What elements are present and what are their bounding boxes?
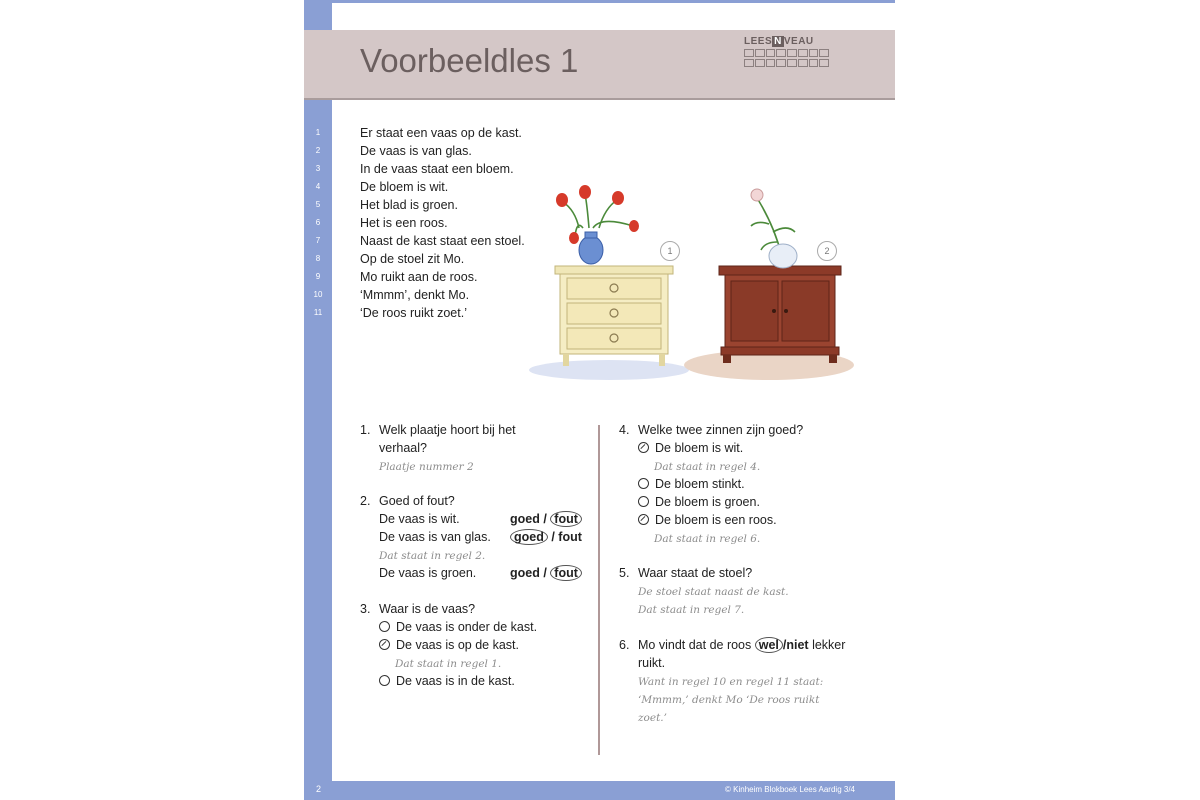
line-numbers [304, 124, 332, 322]
question-4: 4. Welke twee zinnen zijn goed? De bloem is wit. Dat staat in regel 4. De bloem stinkt. De bloem is groen. De bloem is een roos. Dat staat in regel 6. [619, 423, 804, 545]
sidebar-strip [304, 0, 332, 800]
handwritten-answer: Dat staat in regel 1. [395, 658, 502, 670]
choice-wel[interactable]: wel [755, 637, 783, 653]
story-line: Het is een roos. [360, 216, 448, 230]
question-2: 2. Goed of fout? De vaas is wit. goed / fout De vaas is van glas. goed / fout Dat staat in regel 2. De vaas is groen. goed / fout [360, 494, 582, 580]
column-divider [598, 425, 600, 755]
leesniveau-badge [744, 36, 830, 82]
radio-option[interactable] [638, 478, 649, 489]
handwritten-answer: Dat staat in regel 7. [638, 604, 745, 616]
footer-bar [304, 781, 895, 800]
copyright: © Kinheim Blokboek Lees Aardig 3/4 [725, 785, 855, 794]
picture-number-1: 1 [660, 241, 680, 261]
top-rule [332, 0, 895, 3]
handwritten-answer: Want in regel 10 en regel 11 staat: [638, 676, 824, 688]
handwritten-answer: Dat staat in regel 2. [379, 550, 486, 562]
line-number: 7 [315, 236, 321, 245]
handwritten-answer: zoet.’ [638, 712, 667, 724]
line-number: 1 [315, 128, 321, 137]
vase-1 [556, 185, 639, 264]
badge-grid-2 [744, 59, 830, 67]
story-line: In de vaas staat een bloem. [360, 162, 514, 176]
radio-option[interactable] [379, 675, 390, 686]
line-number: 8 [315, 254, 321, 263]
header-rule [304, 98, 895, 100]
goed-fout-3[interactable]: goed / fout [510, 564, 582, 582]
line-number: 3 [315, 164, 321, 173]
story-line: Mo ruikt aan de roos. [360, 270, 478, 284]
radio-option-checked[interactable] [638, 514, 649, 525]
question-5: 5. Waar staat de stoel? De stoel staat naast de kast. Dat staat in regel 7. [619, 566, 789, 616]
badge-logo: LEES N VEAU [744, 36, 814, 47]
story-line: De vaas is van glas. [360, 144, 472, 158]
story-line: Op de stoel zit Mo. [360, 252, 465, 266]
goed-fout-1[interactable]: goed / fout [510, 510, 582, 528]
handwritten-answer: Dat staat in regel 4. [654, 461, 761, 473]
story-line: ‘Mmmm’, denkt Mo. [360, 288, 470, 302]
picture-number-2: 2 [817, 241, 837, 261]
question-6: 6. Mo vindt dat de roos wel /niet lekker ruikt. Want in regel 10 en regel 11 staat: ‘Mmmm,’ denkt Mo ‘De roos ruikt zoet.’ [619, 638, 846, 724]
story-line: Er staat een vaas op de kast. [360, 126, 522, 140]
choice-niet[interactable]: /niet [782, 638, 809, 652]
badge-grid [744, 49, 830, 57]
handwritten-answer: Plaatje nummer 2 [379, 461, 474, 473]
radio-option[interactable] [379, 621, 390, 632]
story-line: De bloem is wit. [360, 180, 449, 194]
goed-fout-2[interactable]: goed / fout [510, 528, 582, 546]
vase-2 [751, 189, 797, 268]
page-number: 2 [316, 784, 322, 794]
story-line: Naast de kast staat een stoel. [360, 234, 525, 248]
question-1: 1. Welk plaatje hoort bij het verhaal? Plaatje nummer 2 [360, 423, 516, 473]
line-number: 6 [315, 218, 321, 227]
line-number: 4 [315, 182, 321, 191]
worksheet-page [304, 0, 895, 800]
page-title: Voorbeeldles 1 [360, 42, 579, 79]
line-number: 11 [313, 308, 323, 317]
cabinet-2 [719, 266, 841, 363]
radio-option-checked[interactable] [638, 442, 649, 453]
radio-option-checked[interactable] [379, 639, 390, 650]
cabinet-1 [555, 266, 673, 366]
story-text [360, 124, 525, 322]
line-number: 9 [315, 272, 321, 281]
story-line: ‘De roos ruikt zoet.’ [360, 306, 467, 320]
cabinets-illustration [529, 180, 869, 385]
radio-option[interactable] [638, 496, 649, 507]
illustration [529, 180, 869, 385]
line-number: 10 [313, 290, 323, 299]
handwritten-answer: Dat staat in regel 6. [654, 533, 761, 545]
line-number: 2 [315, 146, 321, 155]
question-3: 3. Waar is de vaas? De vaas is onder de kast. De vaas is op de kast. Dat staat in regel 1. De vaas is in de kast. [360, 602, 538, 688]
story-line: Het blad is groen. [360, 198, 458, 212]
handwritten-answer: ‘Mmmm,’ denkt Mo ‘De roos ruikt [638, 694, 820, 706]
handwritten-answer: De stoel staat naast de kast. [638, 586, 789, 598]
line-number: 5 [315, 200, 321, 209]
